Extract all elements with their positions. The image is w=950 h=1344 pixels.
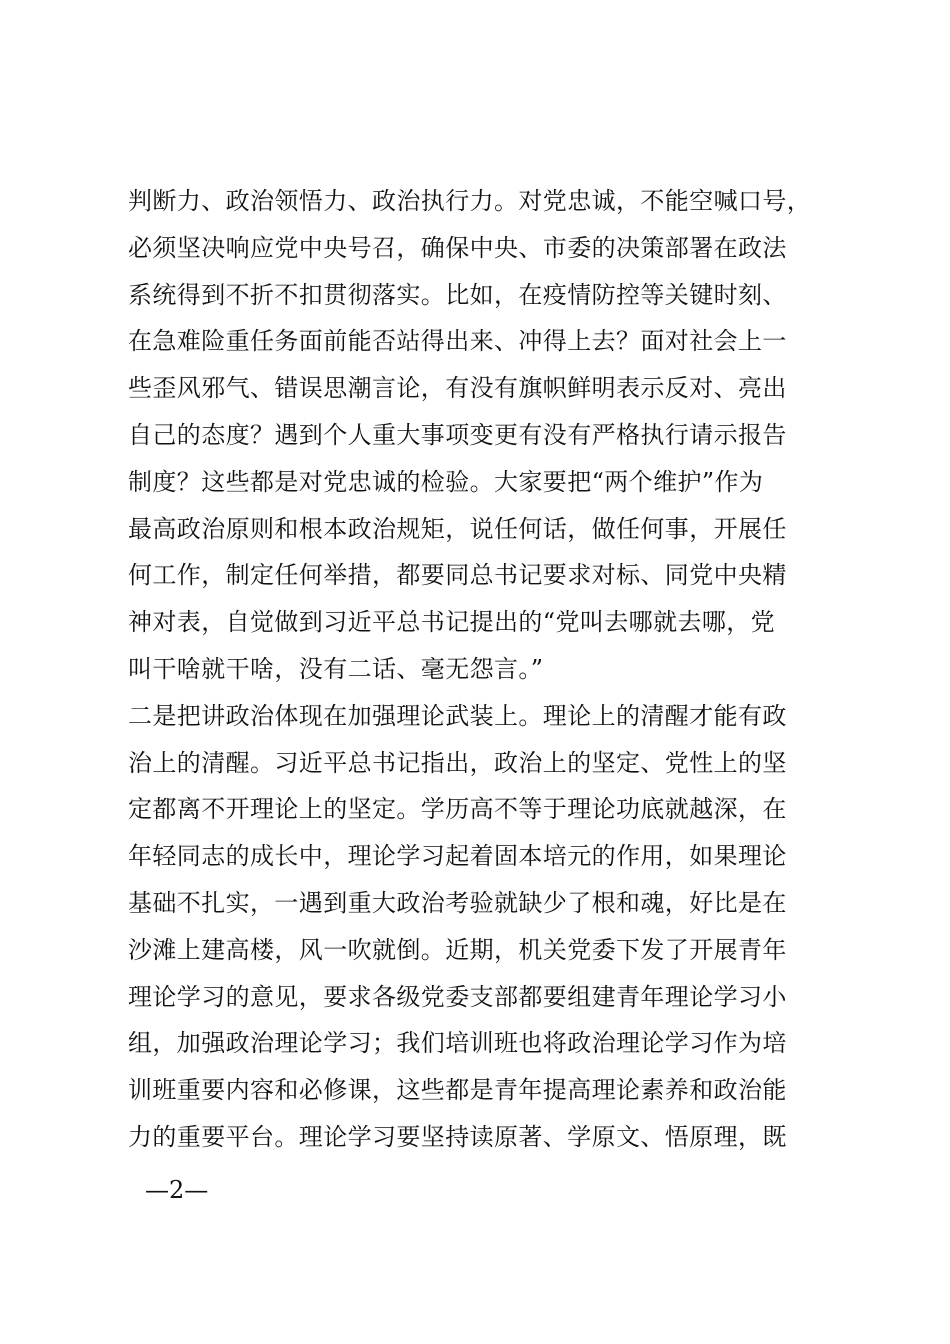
text-line: 二是把讲政治体现在加强理论武装上。理论上的清醒才能有政 [128,701,787,730]
text-line: 判断力、政治领悟力、政治执行力。对党忠诚，不能空喊口号， [128,187,812,215]
text-line: 在急难险重任务面前能否站得出来、冲得上去？面对社会上一 [128,327,787,356]
text-line: 系统得到不折不扣贯彻落实。比如，在疫情防控等关键时刻、 [128,280,787,309]
text-line: 理论学习的意见，要求各级党委支部都要组建青年理论学习小 [128,982,787,1011]
text-line: 组，加强政治理论学习；我们培训班也将政治理论学习作为培 [128,1029,787,1058]
body-text [128,178,848,1161]
page-number: —2— [145,1176,209,1204]
text-line: 基础不扎实，一遇到重大政治考验就缺少了根和魂，好比是在 [128,888,787,917]
text-line: 自己的态度？遇到个人重大事项变更有没有严格执行请示报告 [128,420,787,449]
text-line: 年轻同志的成长中，理论学习起着固本培元的作用，如果理论 [128,842,787,871]
text-line: 神对表，自觉做到习近平总书记提出的“党叫去哪就去哪，党 [128,608,776,637]
text-line: 叫干啥就干啥，没有二话、毫无怨言。” [128,654,544,683]
text-line: 何工作，制定任何举措，都要同总书记要求对标、同党中央精 [128,561,787,590]
text-line: 沙滩上建高楼，风一吹就倒。近期，机关党委下发了开展青年 [128,935,787,964]
text-line: 必须坚决响应党中央号召，确保中央、市委的决策部署在政法 [128,233,787,262]
text-line: 力的重要平台。理论学习要坚持读原著、学原文、悟原理，既 [128,1122,787,1151]
text-line: 治上的清醒。习近平总书记指出，政治上的坚定、党性上的坚 [128,748,787,777]
text-line: 些歪风邪气、错误思潮言论，有没有旗帜鲜明表示反对、亮出 [128,374,787,403]
text-line: 最高政治原则和根本政治规矩，说任何话，做任何事，开展任 [128,514,787,543]
text-line: 制度？这些都是对党忠诚的检验。大家要把“两个维护”作为 [128,467,764,496]
text-line: 训班重要内容和必修课，这些都是青年提高理论素养和政治能 [128,1076,787,1105]
text-line: 定都离不开理论上的坚定。学历高不等于理论功底就越深，在 [128,795,787,824]
